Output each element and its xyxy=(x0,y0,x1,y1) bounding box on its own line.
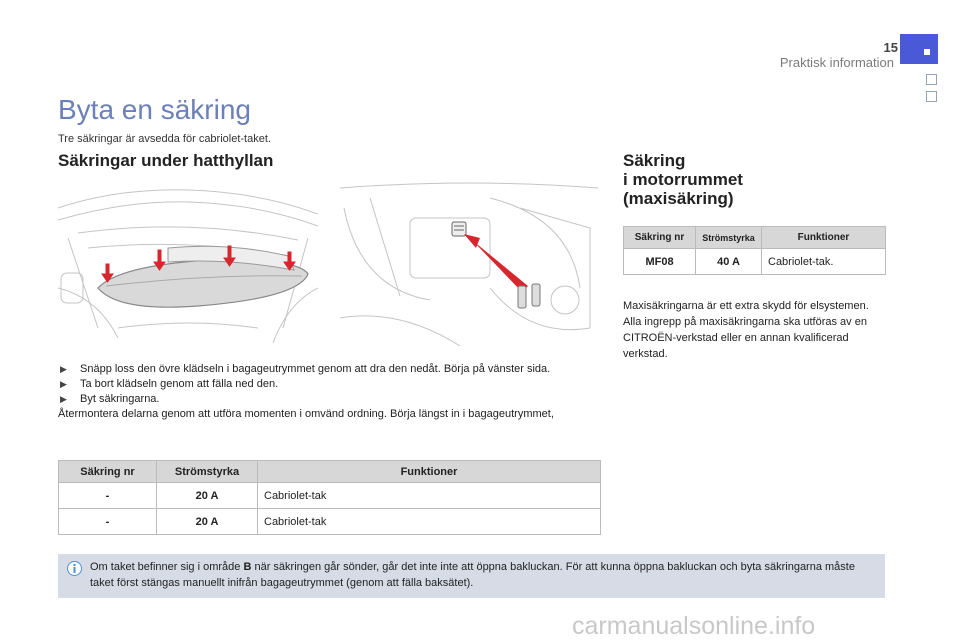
engine-compartment-illustration xyxy=(340,178,598,346)
fuse-function: Cabriolet-tak. xyxy=(762,249,886,275)
watermark: carmanualsonline.info xyxy=(572,612,816,640)
arrow-bullet-icon: ▶ xyxy=(60,364,67,374)
info-text-end: när säkringen går sönder, går det inte inte att öppna bakluckan. För att kunna öppna bakluckan och byta säkringarna måste taket först stängas manuellt inifrån bagageutrymmet (genom att fälla baksätet). xyxy=(90,561,855,589)
fuse-number: - xyxy=(59,483,157,509)
table-row xyxy=(59,483,601,509)
column-header: Strömstyrka xyxy=(157,461,258,483)
chapter-tab xyxy=(900,34,938,64)
table-header-row xyxy=(624,227,886,249)
column-header: Strömstyrka xyxy=(696,227,762,249)
fuse-amperage: 20 A xyxy=(157,483,258,509)
fuse-function: Cabriolet-tak xyxy=(258,483,601,509)
info-icon xyxy=(67,561,82,576)
right-section-heading: Säkring i motorrummet (maxisäkring) xyxy=(623,151,743,208)
left-section-heading: Säkringar under hatthyllan xyxy=(58,151,274,170)
page-number: 15 xyxy=(883,40,898,55)
tab-marker-icon xyxy=(924,49,930,55)
instruction-step: ▶ Byt säkringarna. xyxy=(60,393,160,405)
instructions xyxy=(58,362,603,422)
maxi-fuse-table xyxy=(623,226,886,275)
page-title: Byta en säkring xyxy=(58,94,251,125)
fuse-number: MF08 xyxy=(624,249,696,275)
column-header: Funktioner xyxy=(762,227,886,249)
fuse-amperage: 20 A xyxy=(157,509,258,535)
arrow-bullet-icon: ▶ xyxy=(60,394,67,404)
parcel-shelf-illustration xyxy=(58,178,318,346)
table-row xyxy=(59,509,601,535)
info-text-start: Om taket befinner sig i område xyxy=(90,561,244,573)
page-subtitle: Tre säkringar är avsedda för cabriolet-taket. xyxy=(58,133,271,145)
fuse-function: Cabriolet-tak xyxy=(258,509,601,535)
instruction-step: ▶ Snäpp loss den övre klädseln i bagageutrymmet genom att dra den nedåt. Börja på vänster sida. xyxy=(60,363,551,375)
info-text-bold: B xyxy=(243,561,252,573)
hat-shelf-fuse-table xyxy=(58,460,601,535)
page-marker-box xyxy=(926,91,937,102)
column-header: Funktioner xyxy=(258,461,601,483)
column-header: Säkring nr xyxy=(624,227,696,249)
info-box xyxy=(58,554,885,598)
chapter-title: Praktisk information xyxy=(779,55,894,70)
fuse-number: - xyxy=(59,509,157,535)
arrow-bullet-icon: ▶ xyxy=(60,379,67,389)
reassembly-text: Återmontera delarna genom att utföra momenten i omvänd ordning. Börja längst in i bagageutrymmet, xyxy=(58,408,554,420)
page-marker-box xyxy=(926,74,937,85)
column-header: Säkring nr xyxy=(59,461,157,483)
fuse-amperage: 40 A xyxy=(696,249,762,275)
table-header-row xyxy=(59,461,601,483)
table-row xyxy=(624,249,886,275)
instruction-step: ▶ Ta bort klädseln genom att fälla ned den. xyxy=(60,378,279,390)
maxi-fuse-note: Maxisäkringarna är ett extra skydd för elsystemen. Alla ingrepp på maxisäkringarna ska utföras av en CITROËN-verkstad eller en annan kvalificerad verkstad. xyxy=(623,300,869,360)
